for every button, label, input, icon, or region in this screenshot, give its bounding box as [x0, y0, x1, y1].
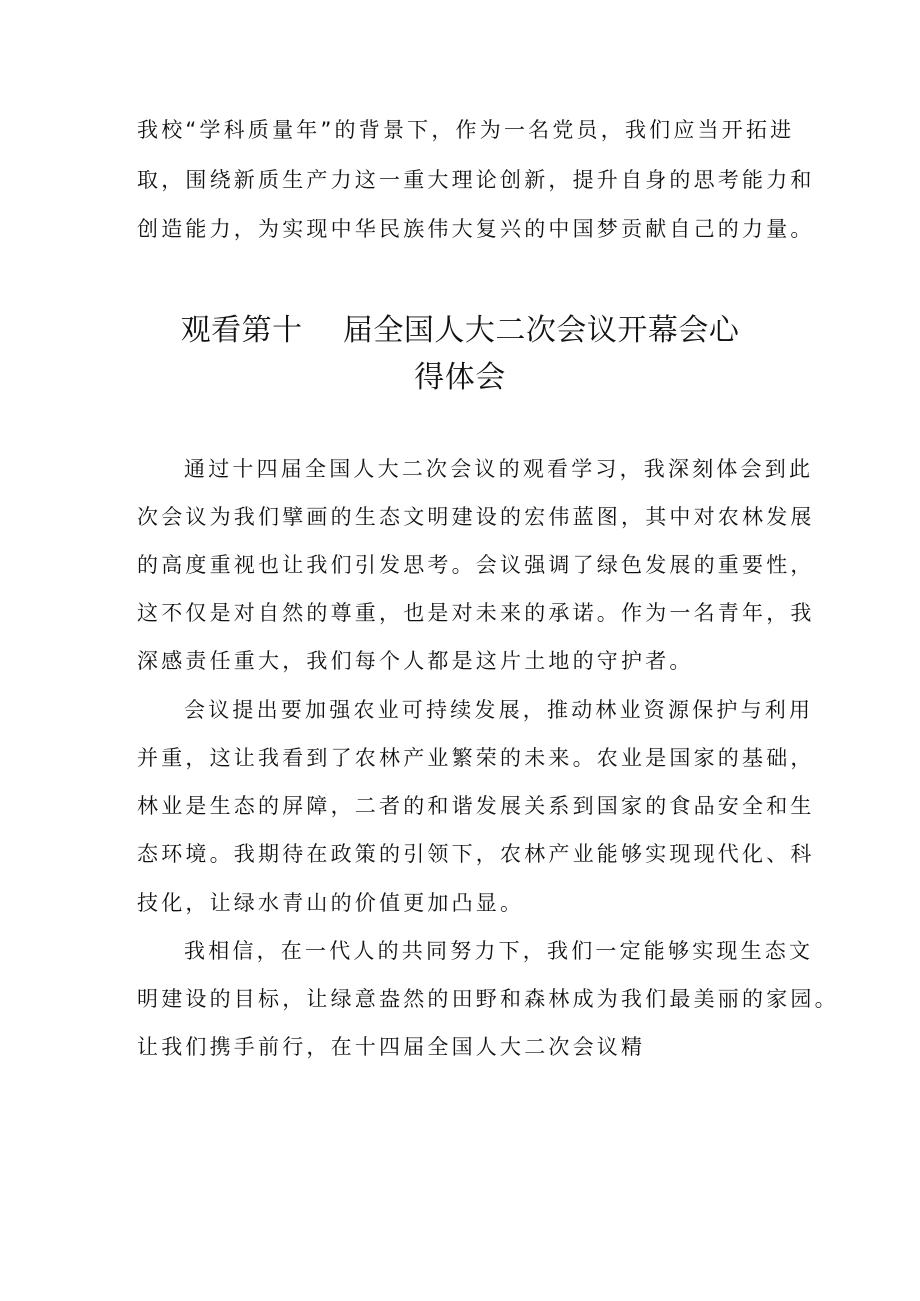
text-line: 我相信，在一代人的共同努力下，我们一定能够实现生态文 — [184, 939, 814, 963]
text-line: 技化，让绿水青山的价值更加凸显。 — [137, 891, 525, 915]
text-line: 我校“学科质量年”的背景下，作为一名党员，我们应当开拓进 — [137, 118, 795, 142]
text-line: 这不仅是对自然的尊重，也是对未来的承诺。作为一名青年，我 — [137, 601, 815, 625]
text-line: 通过十四届全国人大二次会议的观看学习，我深刻体会到此 — [184, 457, 814, 481]
text-line: 会议提出要加强农业可持续发展，推动林业资源保护与利用 — [184, 698, 814, 722]
text-line: 创造能力，为实现中华民族伟大复兴的中国梦贡献自己的力量。 — [137, 217, 815, 241]
text-line: 深感责任重大，我们每个人都是这片土地的守护者。 — [137, 649, 694, 673]
text-line: 态环境。我期待在政策的引领下，农林产业能够实现现代化、科 — [137, 842, 815, 866]
text-line: 次会议为我们擘画的生态文明建设的宏伟蓝图，其中对农林发展 — [137, 505, 815, 529]
text-line: 让我们携手前行，在十四届全国人大二次会议精 — [137, 1035, 646, 1059]
text-line: 林业是生态的屏障，二者的和谐发展关系到国家的食品安全和生 — [137, 794, 815, 818]
text-line: 明建设的目标，让绿意盎然的田野和森林成为我们最美丽的家园。 — [137, 987, 839, 1011]
article-title-line-2: 得体会 — [414, 360, 506, 395]
text-line: 并重，这让我看到了农林产业繁荣的未来。农业是国家的基础， — [137, 746, 815, 770]
article-title-line-1: 观看第十 届全国人大二次会议开幕会心 — [180, 313, 740, 348]
text-line: 取，围绕新质生产力这一重大理论创新，提升自身的思考能力和 — [137, 168, 815, 192]
text-line: 的高度重视也让我们引发思考。会议强调了绿色发展的重要性， — [137, 553, 815, 577]
